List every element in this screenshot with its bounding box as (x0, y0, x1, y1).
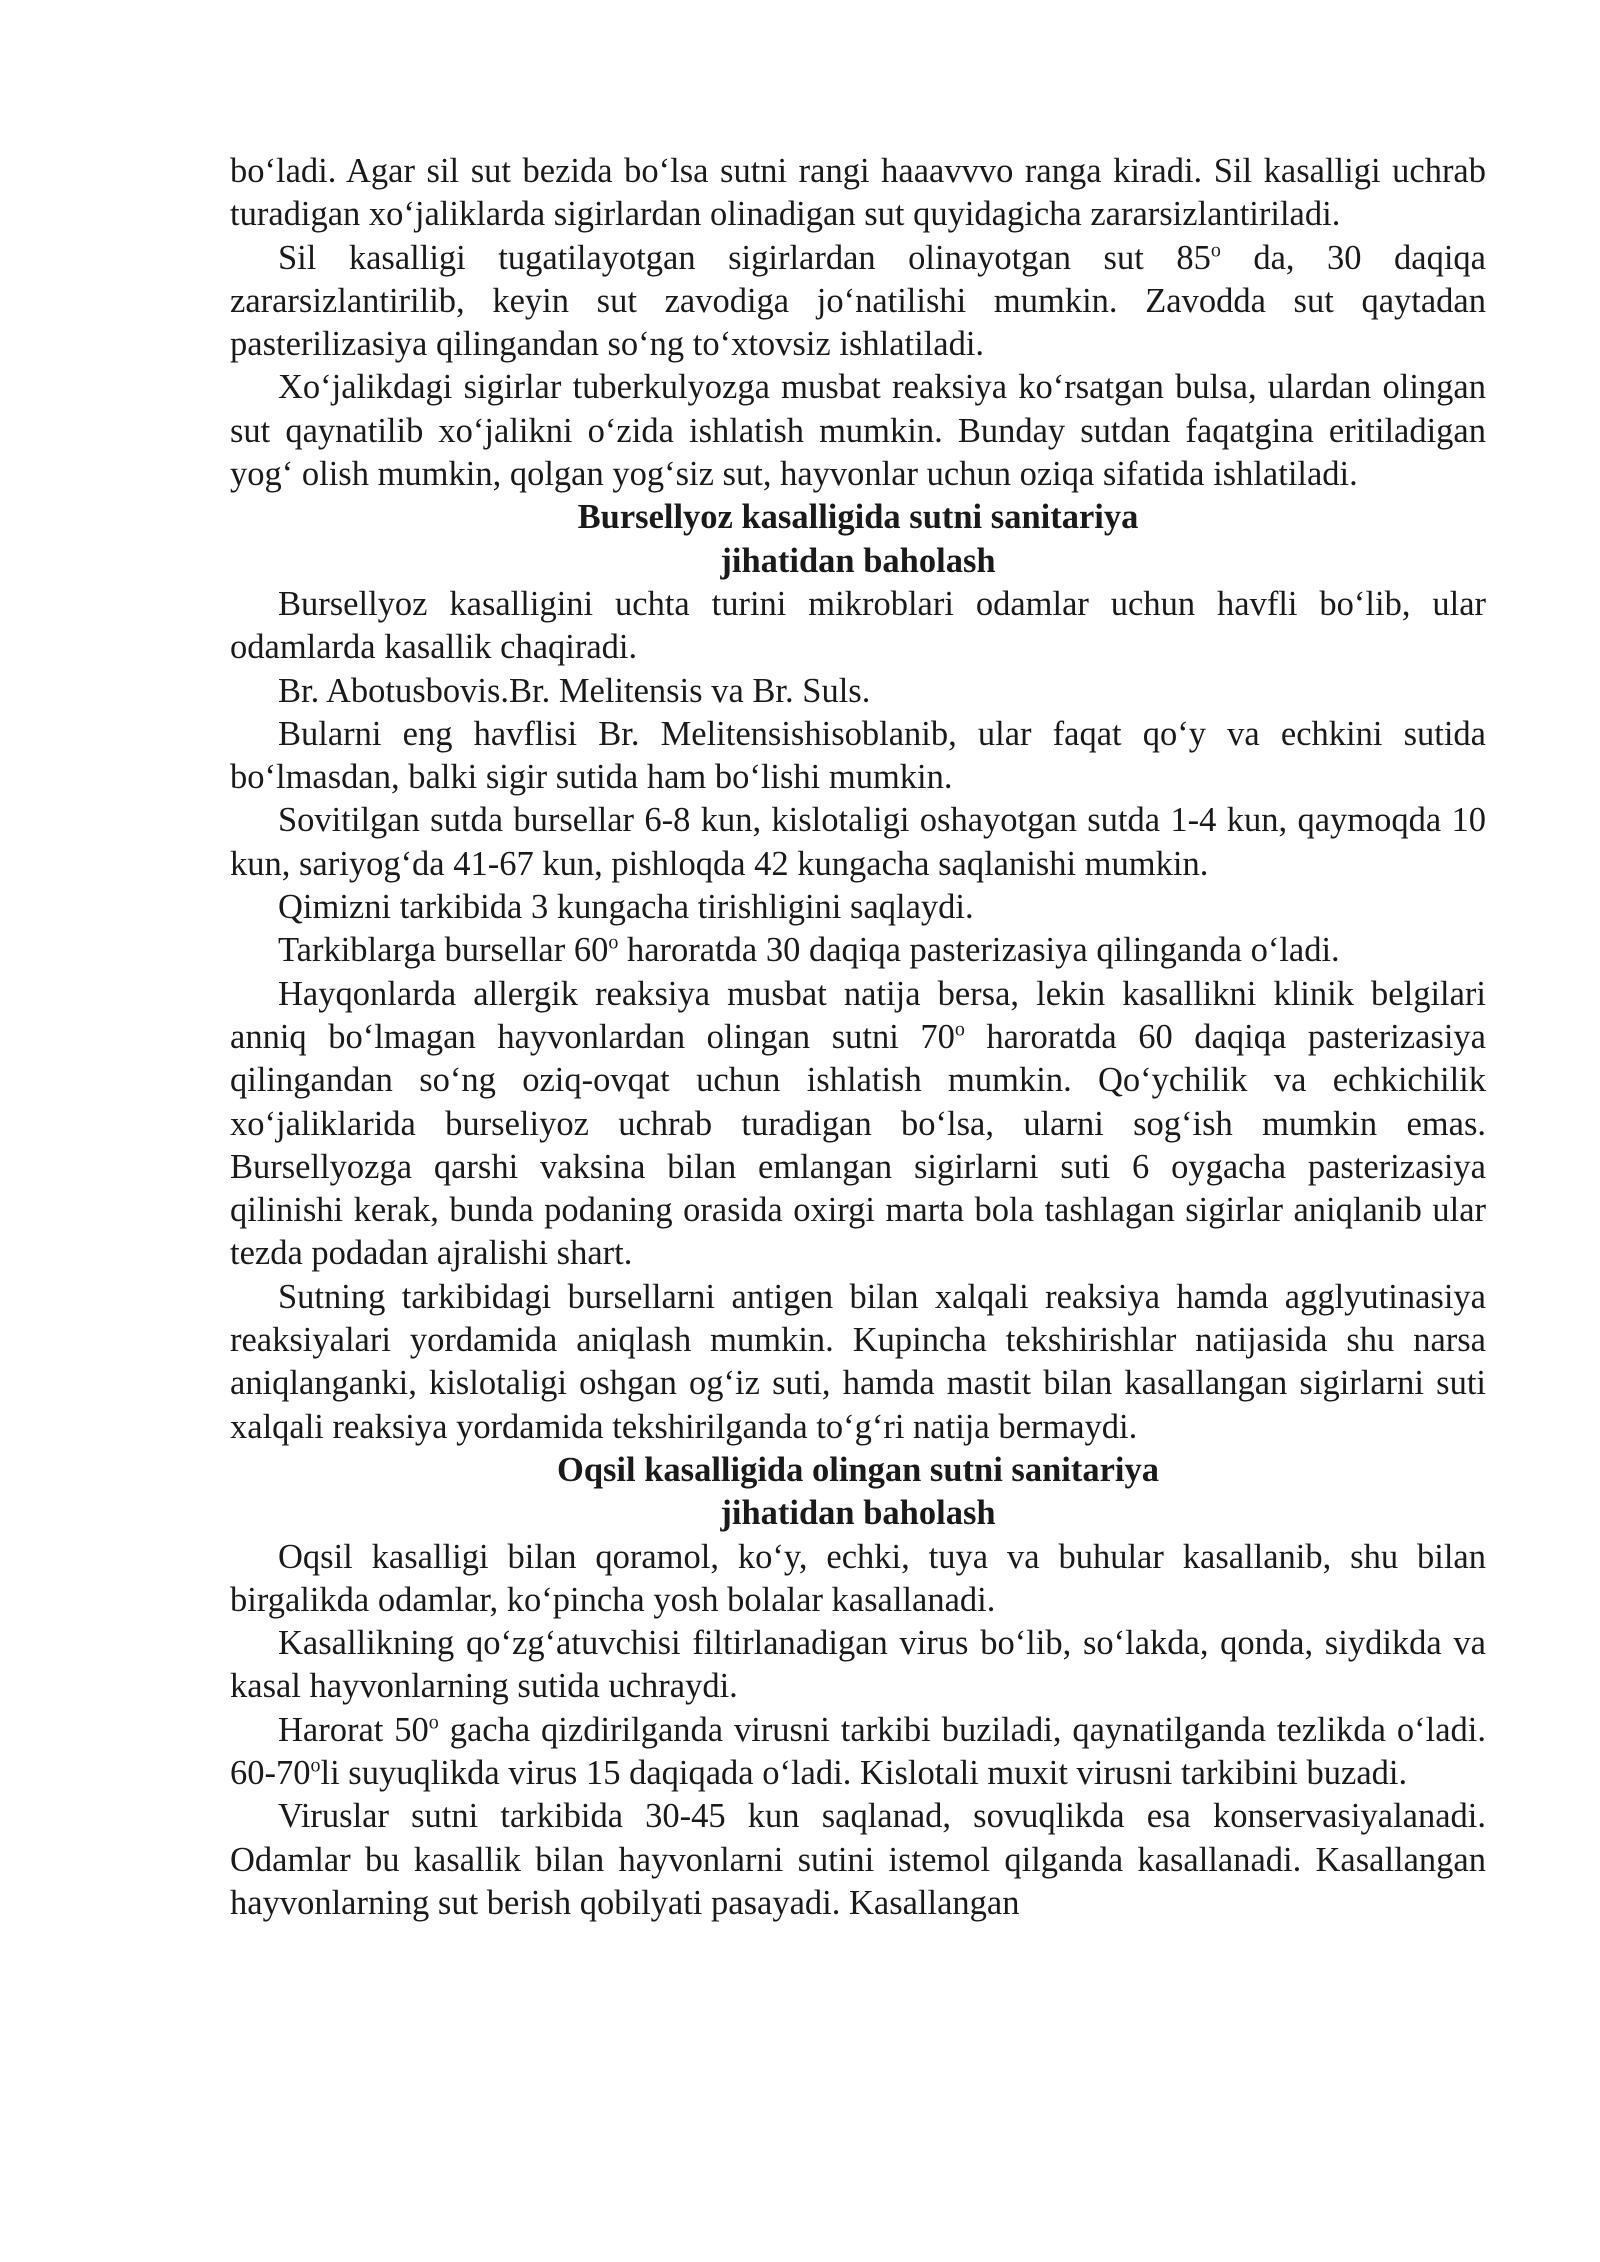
paragraph: Kasallikning qo‘zg‘atuvchisi filtirlanadigan virus bo‘lib, so‘lakda, qonda, siydikda va kasal hayvonlarning sutida uchraydi. (230, 1624, 1486, 1706)
paragraph: Sovitilgan sutda bursellar 6-8 kun, kislotaligi oshayotgan sutda 1-4 kun, qaymoqda 10 kun, sariyog‘da 41-67 kun, pishloqda 42 kungacha saqlanishi mumkin. (230, 801, 1486, 883)
paragraph: Sutning tarkibidagi bursellarni antigen bilan xalqali reaksiya hamda agglyutinasiya reaksiyalari yordamida aniqlash mumkin. Kupincha tekshirishlar natijasida shu narsa aniqlanganki, kislotaligi oshgan og‘iz suti, hamda mastit bilan kasallangan sigirlarni suti xalqali reaksiya yordamida tekshirilganda to‘g‘ri natija bermaydi. (230, 1277, 1486, 1446)
paragraph: Sil kasalligi tugatilayotgan sigirlardan olinayotgan sut 85$^o$ da, 30 daqiqa zararsizlantirilib, keyin sut zavodiga jo‘natilishi mumkin. Zavodda sut qaytadan pasterilizasiya qilingandan so‘ng to‘xtovsiz ishlatiladi. (230, 238, 1486, 364)
section-heading: Bursellyoz kasalligida sutni sanitariya jihatidan baholash (577, 498, 1139, 580)
paragraph: Qimizni tarkibida 3 kungacha tirishligini saqlaydi. (278, 888, 974, 927)
paragraph: Hayqonlarda allergik reaksiya musbat natija bersa, lekin kasallikni klinik belgilari anniq bo‘lmagan hayvonlardan olingan sutni 70$^o$ haroratda 60 daqiqa pasterizasiya qilingandan so‘ng oziq-ovqat uchun ishlatish mumkin. Qo‘ychilik va echkichilik xo‘jaliklarida burseliyoz uchrab turadigan bo‘lsa, ularni sog‘ish mumkin emas. Bursellyozga qarshi vaksina bilan emlangan sigirlarni suti 6 oygacha pasterizasiya qilinishi kerak, bunda podaning orasida oxirgi marta bola tashlagan sigirlar aniqlanib ular tezda podadan ajralishi shart. (230, 974, 1486, 1273)
paragraph: Oqsil kasalligi bilan qoramol, ko‘y, echki, tuya va buhular kasallanib, shu bilan birgalikda odamlar, ko‘pincha yosh bolalar kasallanadi. (230, 1537, 1486, 1619)
paragraph: Xo‘jalikdagi sigirlar tuberkulyozga musbat reaksiya ko‘rsatgan bulsa, ulardan olingan sut qaynatilib xo‘jalikni o‘zida ishlatish mumkin. Bunday sutdan faqatgina eritiladigan yog‘ olish mumkin, qolgan yog‘siz sut, hayvonlar uchun oziqa sifatida ishlatiladi. (230, 368, 1486, 494)
paragraph: Br. Abotusbovis.Br. Melitensis va Br. Suls. (278, 671, 871, 710)
degree-mark: o (608, 931, 619, 954)
degree-mark: o (1210, 239, 1221, 262)
paragraph: Bursellyoz kasalligini uchta turini mikroblari odamlar uchun havfli bo‘lib, ular odamlarda kasallik chaqiradi. (230, 584, 1486, 667)
degree-mark: o (954, 1018, 965, 1041)
degree-mark: o (428, 1711, 439, 1734)
paragraph: Harorat 50$^o$ gacha qizdirilganda virusni tarkibi buziladi, qaynatilganda tezlikda o‘ladi. 60-70$^o$li suyuqlikda virus 15 daqiqada o‘ladi. Kislotali muxit virusni tarkibini buzadi. (230, 1710, 1487, 1792)
document-page (230, 150, 1486, 1925)
degree-mark: o (310, 1754, 321, 1777)
paragraph: bo‘ladi. Agar sil sut bezida bo‘lsa sutni rangi haaavvvo ranga kiradi. Sil kasalligi uchrab turadigan xo‘jaliklarda sigirlardan olinadigan sut quyidagicha zararsizlantiriladi. (230, 152, 1486, 234)
paragraph: Tarkiblarga bursellar 60$^o$ haroratda 30 daqiqa pasterizasiya qilinganda o‘ladi. (278, 931, 1340, 970)
paragraph: Bularni eng havflisi Br. Melitensishisoblanib, ular faqat qo‘y va echkini sutida bo‘lmasdan, balki sigir sutida ham bo‘lishi mumkin. (230, 714, 1486, 797)
paragraph: Viruslar sutni tarkibida 30-45 kun saqlanad, sovuqlikda esa konservasiyalanadi. Odamlar bu kasallik bilan hayvonlarni sutini istemol qilganda kasallanadi. Kasallangan hayvonlarning sut berish qobilyati pasayadi. Kasallangan (230, 1797, 1486, 1922)
section-heading: Oqsil kasalligida olingan sutni sanitariya jihatidan baholash (556, 1450, 1159, 1533)
